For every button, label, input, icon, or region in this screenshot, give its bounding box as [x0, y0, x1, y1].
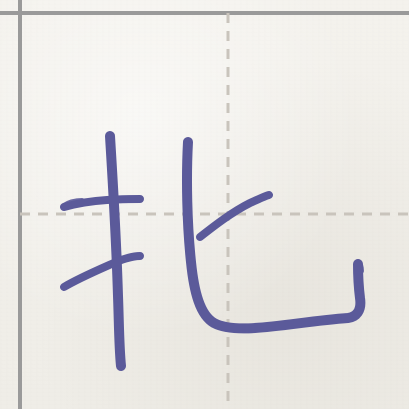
- stroke-right-diagonal: [200, 195, 269, 237]
- handwritten-character: [64, 136, 361, 366]
- stroke-left-vertical: [110, 136, 121, 366]
- stroke-right-vertical-curve: [187, 142, 360, 328]
- grid-guides: [20, 13, 409, 409]
- stroke-right-end-mark: [358, 262, 361, 271]
- stroke-left-bottom-horizontal: [64, 256, 140, 287]
